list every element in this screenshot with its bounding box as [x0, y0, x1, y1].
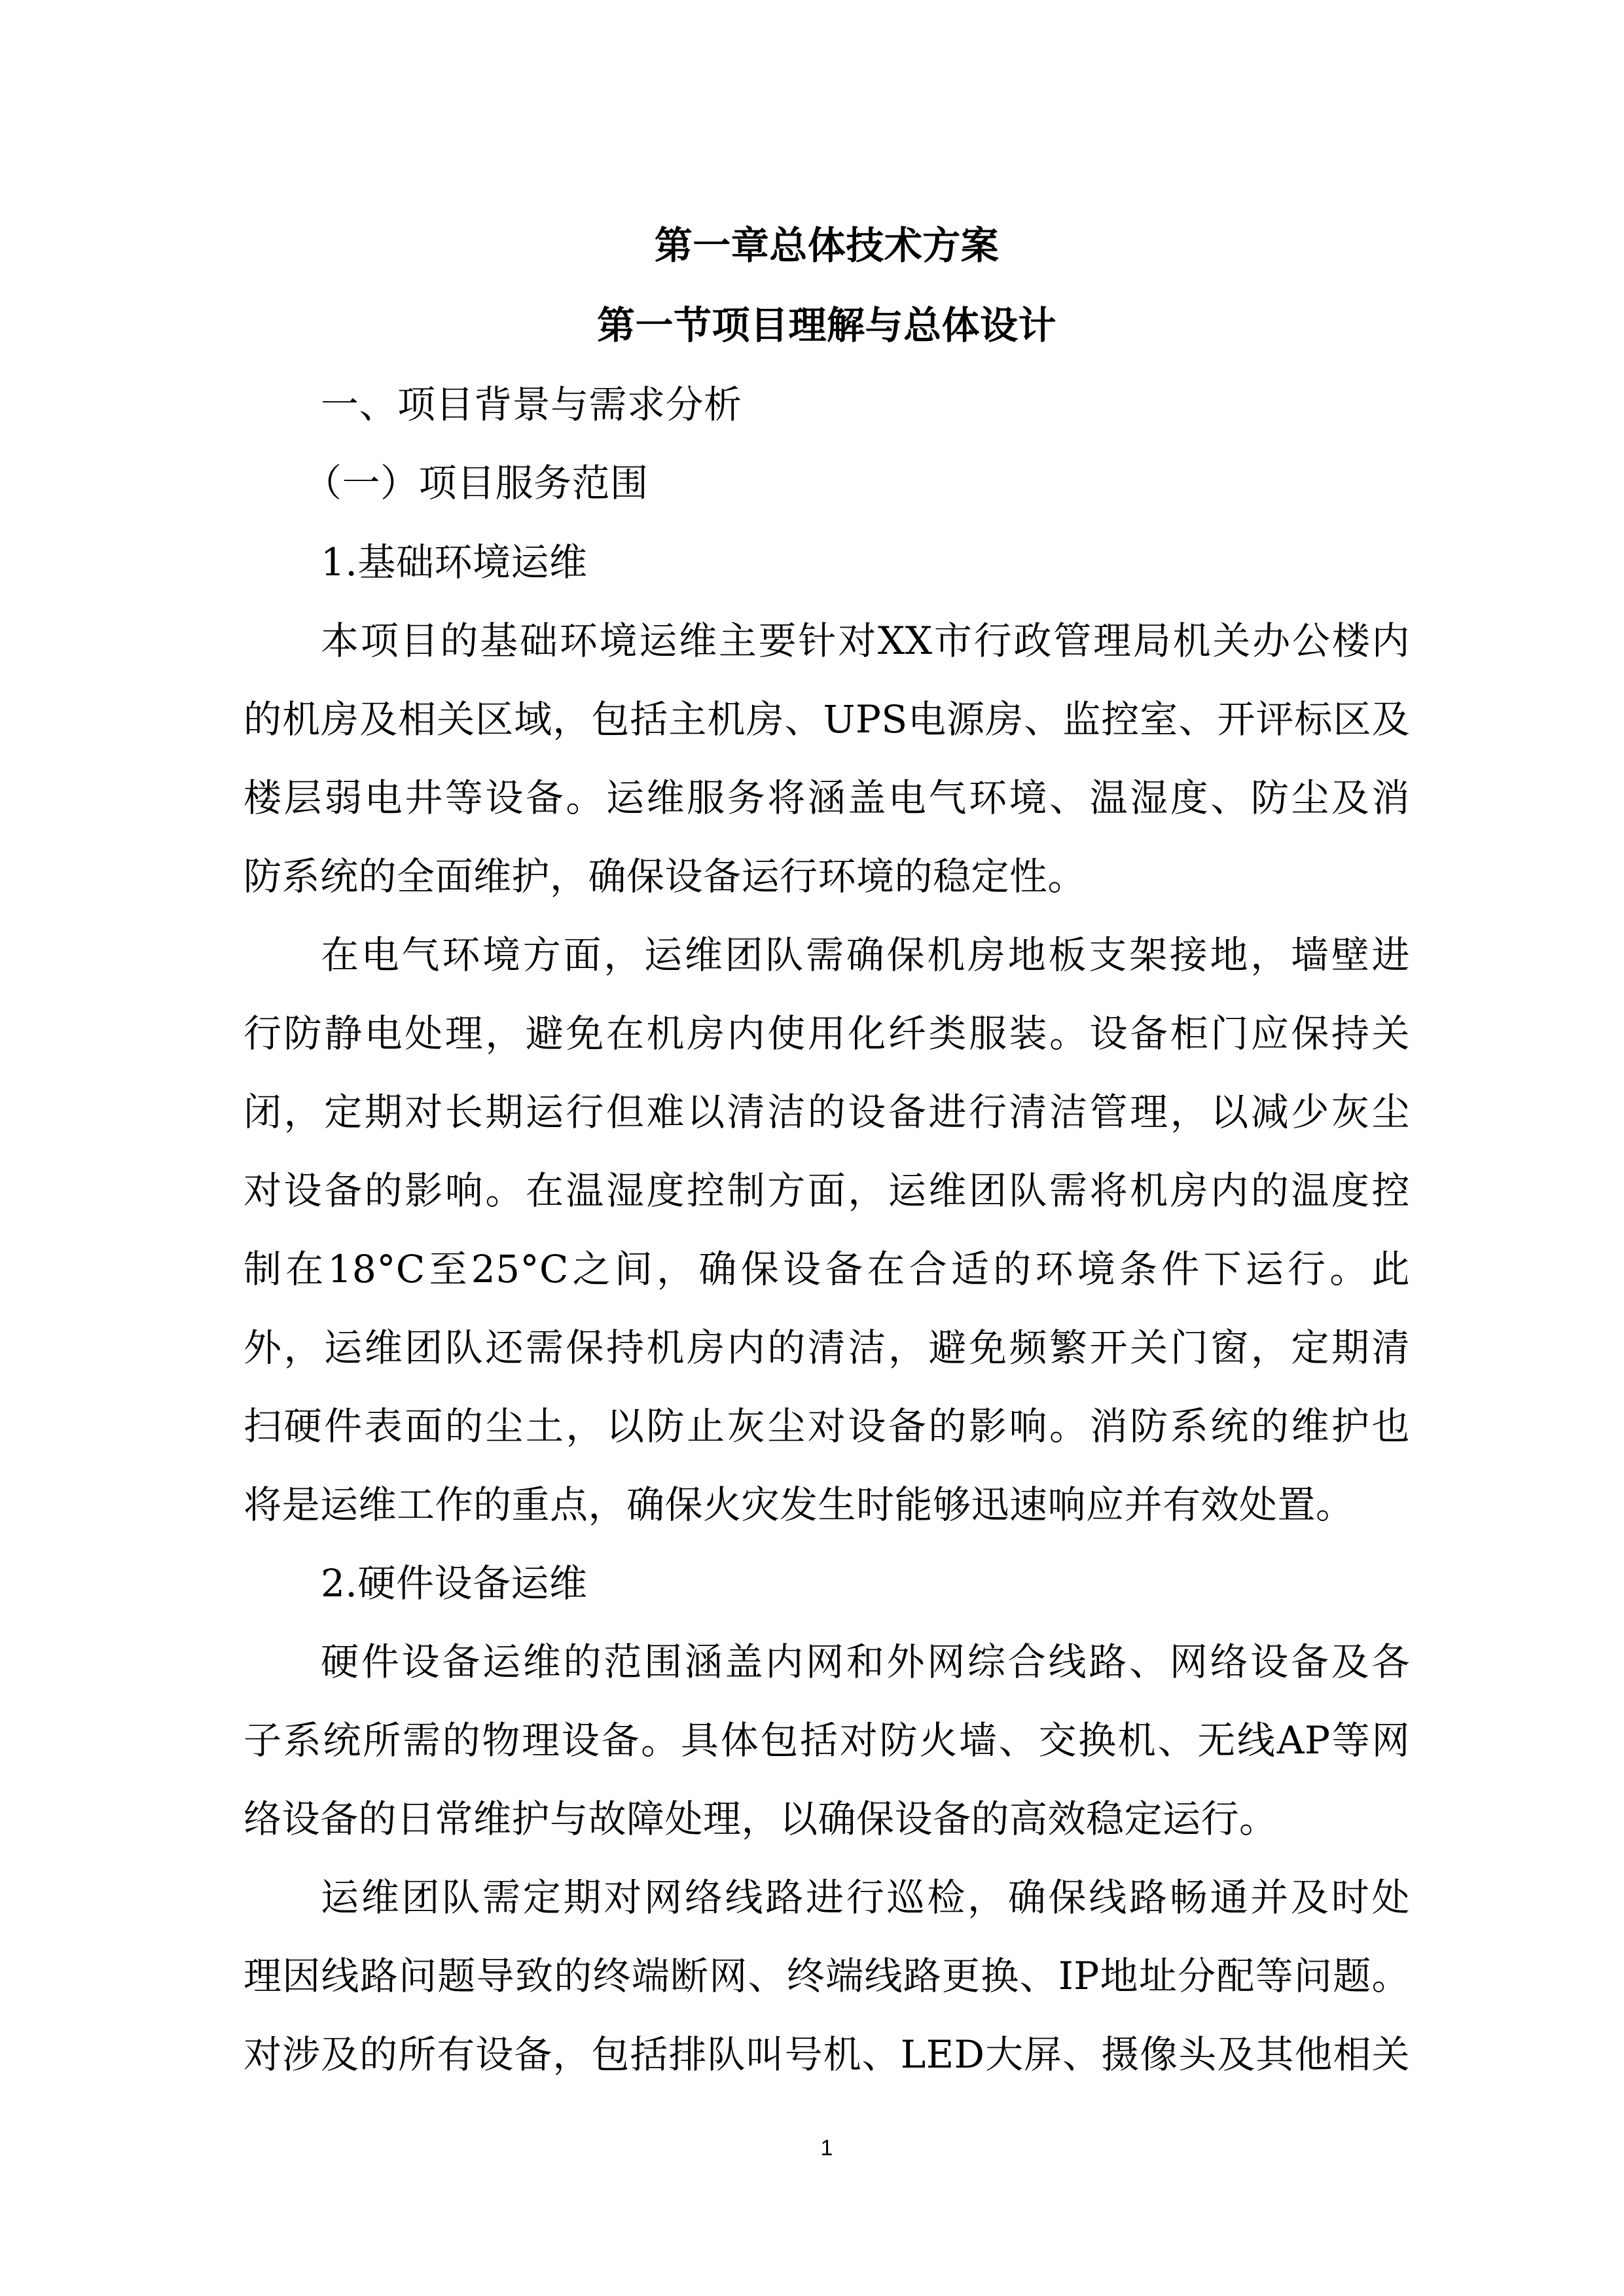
document-page: [244, 0, 1410, 2296]
paragraph-line: 楼层弱电井等设备。运维服务将涵盖电气环境、温湿度、防尘及消: [244, 776, 1410, 820]
paragraph-line: 外，运维团队还需保持机房内的清洁，避免频繁开关门窗，定期清: [244, 1325, 1410, 1370]
paragraph-line: 对设备的影响。在温湿度控制方面，运维团队需将机房内的温度控: [244, 1168, 1410, 1213]
paragraph-line: 的机房及相关区域，包括主机房、UPS电源房、监控室、开评标区及: [244, 697, 1410, 742]
paragraph-line: 硬件设备运维的范围涵盖内网和外网综合线路、网络设备及各: [321, 1640, 1410, 1684]
subsection1-heading: 1.基础环境运维: [321, 540, 588, 584]
heading-level2: （一）项目服务范围: [304, 461, 649, 505]
paragraph-line: 子系统所需的物理设备。具体包括对防火墙、交换机、无线AP等网: [244, 1718, 1410, 1763]
page-number: 1: [820, 2136, 833, 2161]
subsection2-heading: 2.硬件设备运维: [321, 1561, 588, 1605]
paragraph-line: 闭，定期对长期运行但难以清洁的设备进行清洁管理，以减少灰尘: [244, 1090, 1410, 1134]
paragraph-line: 将是运维工作的重点，确保火灾发生时能够迅速响应并有效处置。: [244, 1482, 1354, 1527]
paragraph-line: 在电气环境方面，运维团队需确保机房地板支架接地，墙壁进: [321, 933, 1410, 977]
heading-level1: 一、项目背景与需求分析: [321, 382, 742, 427]
chapter-title: 第一章总体技术方案: [654, 223, 1000, 268]
paragraph-line: 防系统的全面维护，确保设备运行环境的稳定性。: [244, 854, 1087, 899]
paragraph-line: 运维团队需定期对网络线路进行巡检，确保线路畅通并及时处: [321, 1875, 1410, 1920]
paragraph-line: 络设备的日常维护与故障处理，以确保设备的高效稳定运行。: [244, 1797, 1278, 1841]
section-title: 第一节项目理解与总体设计: [596, 303, 1056, 348]
paragraph-line: 行防静电处理，避免在机房内使用化纤类服装。设备柜门应保持关: [244, 1011, 1410, 1056]
paragraph-line: 扫硬件表面的尘土，以防止灰尘对设备的影响。消防系统的维护也: [244, 1404, 1410, 1448]
paragraph-line: 制在18°C至25°C之间，确保设备在合适的环境条件下运行。此: [244, 1247, 1410, 1291]
paragraph-line: 本项目的基础环境运维主要针对XX市行政管理局机关办公楼内: [321, 619, 1410, 663]
paragraph-line: 理因线路问题导致的终端断网、终端线路更换、IP地址分配等问题。: [244, 1954, 1410, 1998]
paragraph-line: 对涉及的所有设备，包括排队叫号机、LED大屏、摄像头及其他相关: [244, 2032, 1410, 2077]
